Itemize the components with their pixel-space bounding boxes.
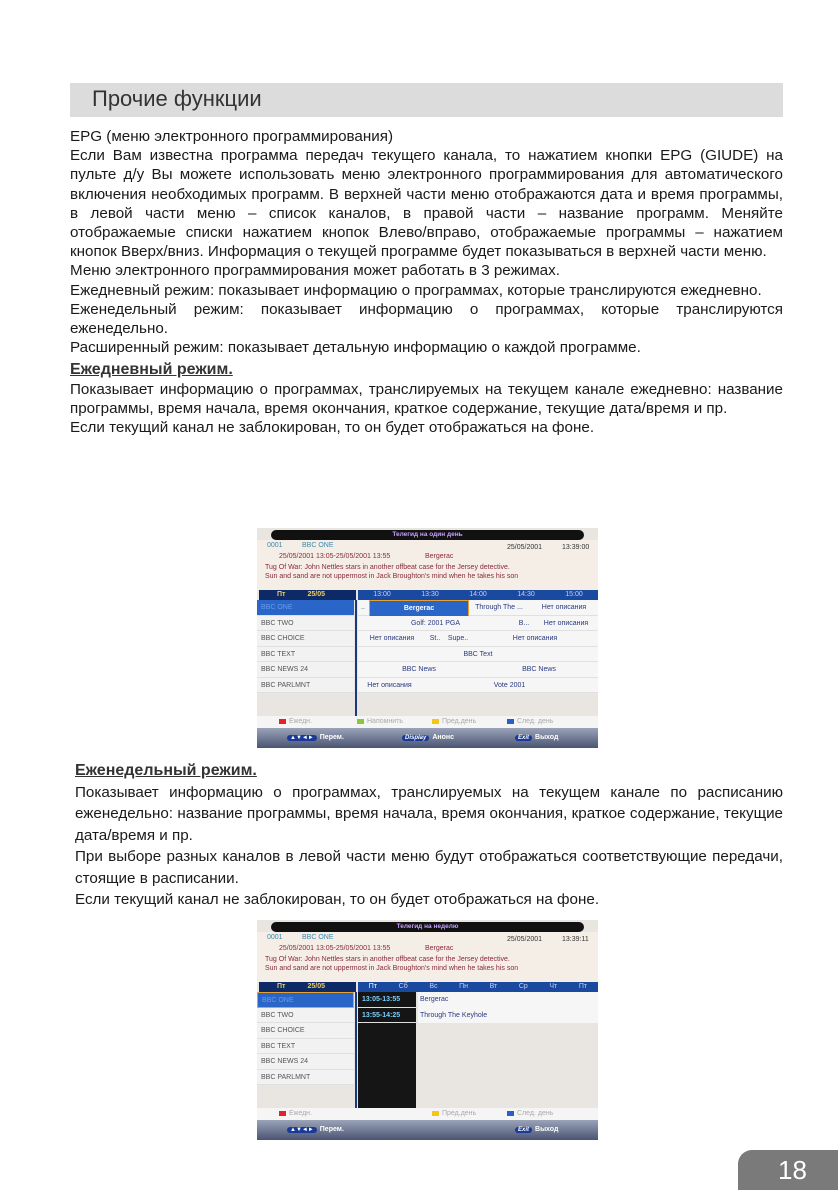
channel-item[interactable]: BBC PARLMNT [257,1070,354,1086]
paragraph: Расширенный режим: показывает детальную информацию о каждой программе. [70,339,641,357]
channel-list [257,992,354,1085]
channel-item[interactable]: BBC TWO [257,616,354,632]
paragraph: Если Вам известна программа передач текущего канала, то нажатием кнопки EPG (GIUDE) на пульте д/у Вы можете использовать меню электронного программирования для автоматического включения необходимых программ. В верхней части меню отображаются дата и время программы, в левой части меню – список каналов, в правой части – название программ. Меняйте отображаемые списки нажатием кнопок Влево/вправо, отображаемые программы – нажатием кнопок Вверх/вниз. Информация о текущей программе будет показываться в верхней части меню. [70,147,783,261]
program-time: 25/05/2001 13:05-25/05/2001 13:55 [279,945,391,952]
channel-number: 0001 [267,934,283,941]
channel-item[interactable]: BBC ONE [257,992,354,1008]
epg-title: Телегид на один день [271,530,584,540]
channel-item[interactable]: BBC ONE [257,600,354,616]
page-number: 18 [778,1155,807,1185]
program-grid: .. Bergerac Through The ... Нет описания Golf: 2001 PGA B... Нет описания Нет описания St.. Supe.. Нет описания BBC Text BBC News BBC News Нет описания Vote 2001 [358,600,598,693]
paragraph: Меню электронного программирования может работать в 3 режимах. [70,262,560,280]
channel-item[interactable]: BBC PARLMNT [257,678,354,694]
day-header: Пт 25/05 [259,590,356,600]
daily-heading: Ежедневный режим. [70,361,233,379]
paragraph: Показывает информацию о программах, транслируемых на текущем канале по расписанию еженедельно: название программы, время начала, время окончания, краткое содержание, текущие дата/время и пр. [75,783,783,844]
channel-name: BBC ONE [302,934,334,941]
page-number-badge [738,1150,838,1190]
day-header: Пт 25/05 [259,982,356,992]
program-desc: Tug Of War: John Nettles stars in another offbeat case for the Jersey detective. [265,956,510,963]
paragraph: При выборе разных каналов в левой части меню будут отображаться соответствующие передачи, стоящие в расписании. [75,848,783,887]
section-header [70,83,783,117]
channel-item[interactable]: BBC NEWS 24 [257,662,354,678]
program-list: 13:05-13:55 Bergerac 13:55-14:25 Through The Keyhole [358,992,598,1023]
day-tab[interactable]: Пт [578,983,588,990]
time-header: 13:00 13:30 14:00 14:30 15:00 [358,590,598,600]
epg-title: Телегид на неделю [271,922,584,932]
program-name: Bergerac [425,945,454,952]
day-tab[interactable]: Чт [549,983,558,990]
channel-item[interactable]: BBC TWO [257,1008,354,1024]
date: 25/05/2001 [507,544,543,551]
paragraph: Если текущий канал не заблокирован, то он будет отображаться на фоне. [70,419,595,437]
channel-name: BBC ONE [302,542,334,549]
paragraph: Ежедневный режим: показывает информацию о программах, которые транслируются ежедневно. [70,281,762,299]
date: 25/05/2001 [507,936,543,943]
clock: 13:39:00 [562,544,590,551]
day-tab[interactable]: Пт [368,983,378,990]
channel-number: 0001 [267,542,283,549]
weekly-text [75,760,783,911]
weekly-heading: Еженедельный режим. [75,762,257,779]
paragraph: EPG (меню электронного программирования) [70,128,394,145]
epg-weekly-screenshot [257,920,598,1140]
day-tab[interactable]: Ср [518,983,528,990]
day-tab[interactable]: Вс [429,983,438,990]
legend: Ежедн. Напомнить Пред.день След. день [257,716,598,728]
program-item[interactable]: Bergerac [418,992,598,1008]
intro-text [70,127,783,437]
paragraph: Если текущий канал не заблокирован, то он будет отображаться на фоне. [75,891,600,908]
program-desc: Tug Of War: John Nettles stars in another offbeat case for the Jersey detective. [265,564,510,571]
clock: 13:39:11 [562,936,589,943]
channel-item[interactable]: BBC CHOICE [257,1023,354,1039]
epg-daily-screenshot [257,528,598,748]
channel-item[interactable]: BBC TEXT [257,647,354,663]
legend: Ежедн. Пред.день След. день [257,1108,598,1120]
program-cell[interactable]: Bergerac [369,600,469,618]
channel-item[interactable]: BBC NEWS 24 [257,1054,354,1070]
day-tab[interactable]: Пн [459,983,468,990]
key-hints: ▲▼◄► Перем. Exit Выход [257,1120,598,1140]
program-desc: Sun and sand are not uppermost in Jack Broughton's mind when he takes his son [265,573,519,580]
weekday-tabs [358,982,598,992]
program-time: 25/05/2001 13:05-25/05/2001 13:55 [279,553,391,560]
paragraph: Показывает информацию о программах, транслируемых на текущем канале ежедневно: название программы, время начала, время окончания, краткое содержание, текущие дата/время и пр. [70,380,783,417]
key-hints: ▲▼◄► Перем. Display Анонс Exit Выход [257,728,598,748]
paragraph: Еженедельный режим: показывает информацию о программах, которые транслируются еженедельно. [70,300,783,338]
program-name: Bergerac [425,553,454,560]
program-item[interactable]: Through The Keyhole [418,1008,598,1024]
program-desc: Sun and sand are not uppermost in Jack Broughton's mind when he takes his son [265,965,519,972]
channel-item[interactable]: BBC CHOICE [257,631,354,647]
day-tab[interactable]: Сб [398,983,408,990]
day-tab[interactable]: Вт [489,983,498,990]
channel-list [257,600,354,693]
channel-item[interactable]: BBC TEXT [257,1039,354,1055]
section-title: Прочие функции [92,86,262,111]
